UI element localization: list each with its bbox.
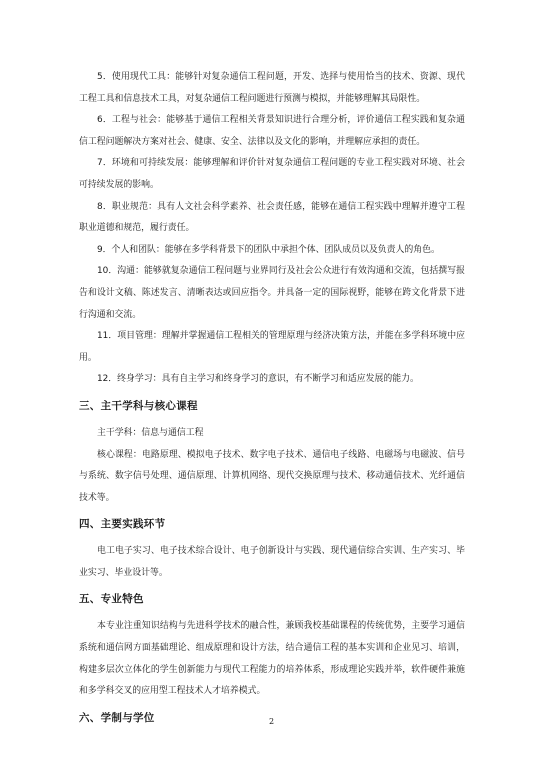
outcome-item-12: 12．终身学习：具有自主学习和终身学习的意识，有不断学习和适应发展的能力。 — [97, 374, 419, 385]
main-discipline: 主干学科：信息与通信工程 — [97, 427, 204, 438]
features-text: 本专业注重知识结构与先进科学技术的融合性，兼顾我校基础课程的传统优势，主要学习通信系统和通信网方面基础理论、组成原理和设计方法，结合通信工程的基本实训和企业见习、培训，构建多层次立体化的学生创新能力与现代工程能力的培养体系，形成理论实践并举，软件硬件兼施和多学科交叉的应用型工程技术人才培养模式。 — [79, 621, 465, 697]
outcome-item-5: 5．使用现代工具：能够针对复杂通信工程问题，开发、选择与使用恰当的技术、资源、现代工程工具和信息技术工具，对复杂通信工程问题进行预测与模拟，并能够理解其局限性。 — [79, 72, 465, 104]
outcome-item-10: 10．沟通：能够就复杂通信工程问题与业界同行及社会公众进行有效沟通和交流，包括撰写报告和设计文稿、陈述发言、清晰表达或回应指令。并具备一定的国际视野，能够在跨文化背景下进行沟通和交流。 — [79, 266, 465, 320]
outcome-item-9: 9．个人和团队：能够在多学科背景下的团队中承担个体、团队成员以及负责人的角色。 — [97, 244, 440, 255]
page-content — [79, 67, 465, 735]
outcome-item-11: 11．项目管理：理解并掌握通信工程相关的管理原理与经济决策方法，并能在多学科环境中应用。 — [79, 331, 465, 363]
section-heading-practice: 四、主要实践环节 — [79, 518, 166, 531]
practice-text: 电工电子实习、电子技术综合设计、电子创新设计与实践、现代通信综合实训、生产实习、毕业实习、毕业设计等。 — [79, 546, 465, 578]
core-courses: 核心课程：电路原理、模拟电子技术、数字电子技术、通信电子线路、电磁场与电磁波、信号与系统、数字信号处理、通信原理、计算机网络、现代交换原理与技术、移动通信技术、光纤通信技术等。 — [79, 449, 465, 503]
outcome-item-6: 6．工程与社会：能够基于通信工程相关背景知识进行合理分析，评价通信工程实践和复杂通信工程问题解决方案对社会、健康、安全、法律以及文化的影响，并理解应承担的责任。 — [79, 115, 465, 147]
outcome-item-7: 7．环境和可持续发展：能够理解和评价针对复杂通信工程问题的专业工程实践对环境、社会可持续发展的影响。 — [79, 158, 465, 190]
section-heading-core-courses: 三、主干学科与核心课程 — [79, 399, 198, 412]
section-heading-degree: 六、学制与学位 — [79, 711, 155, 724]
outcome-item-8: 8．职业规范：具有人文社会科学素养、社会责任感，能够在通信工程实践中理解并遵守工程职业道德和规范，履行责任。 — [79, 201, 465, 234]
section-heading-features: 五、专业特色 — [79, 593, 144, 606]
page-number: 2 — [268, 717, 275, 726]
